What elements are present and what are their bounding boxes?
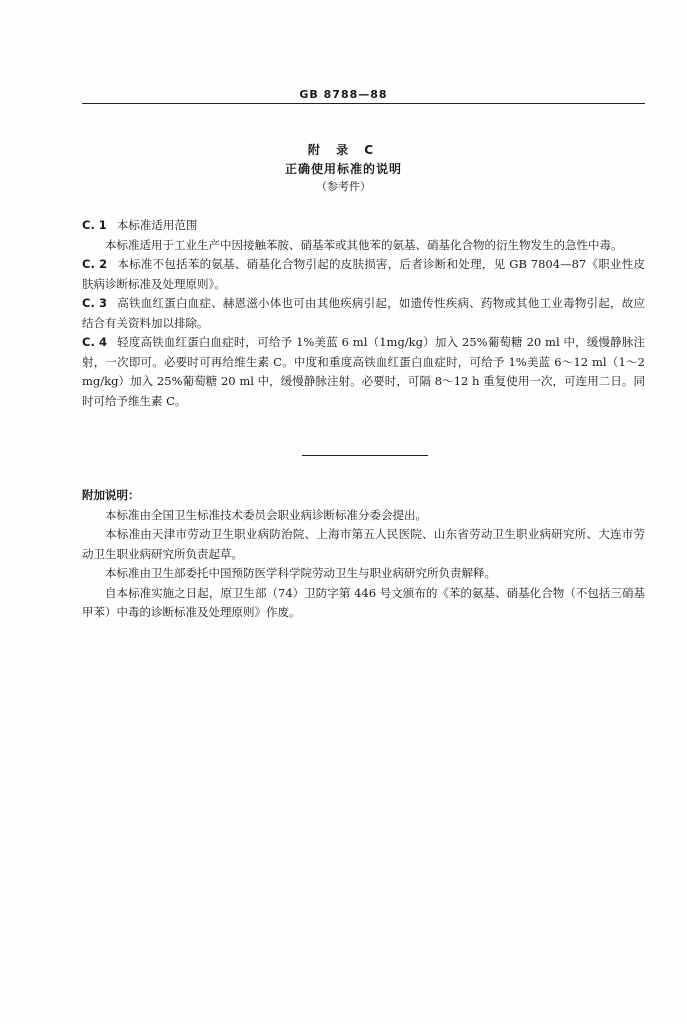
appendix-type: （参考件） <box>316 180 371 193</box>
clause-c1-body <box>82 236 645 256</box>
clause-text: 本标准适用于工业生产中因接触苯胺、硝基苯或其他苯的氨基、硝基化合物的衍生物发生的急性中毒。 <box>105 237 623 252</box>
clause-id: C. 3 <box>82 296 108 310</box>
header-rule <box>82 103 645 104</box>
notes-paragraph: 自本标准实施之日起，原卫生部（74）卫防字第 446 号文颁布的《苯的氨基、硝基化合物（不包括三硝基甲苯）中毒的诊断标准及处理原则》作废。 <box>82 585 645 619</box>
clause-c1 <box>82 216 645 236</box>
clause-c2 <box>82 255 645 294</box>
appendix-title: 正确使用标准的说明 <box>284 162 402 176</box>
clause-id: C. 4 <box>82 335 107 349</box>
section-divider <box>302 455 428 456</box>
clause-text: 高铁血红蛋白血症、赫恩滋小体也可由其他疾病引起，如遗传性疾病、药物或其他工业毒物引起，故应结合有关资料加以排除。 <box>82 296 645 330</box>
clauses-section <box>82 216 645 411</box>
clause-id: C. 1 <box>82 218 107 232</box>
appendix-label: 附 录 C <box>307 143 380 157</box>
notes-paragraph: 本标准由全国卫生标准技术委员会职业病诊断标准分委会提出。 <box>105 507 427 522</box>
clause-c3 <box>82 294 645 333</box>
notes-heading: 附加说明： <box>82 488 140 502</box>
clause-c4 <box>82 333 645 411</box>
additional-notes <box>82 486 645 623</box>
notes-paragraph: 本标准由卫生部委托中国预防医学科学院劳动卫生与职业病研究所负责解释。 <box>105 566 496 580</box>
clause-text: 轻度高铁血红蛋白血症时，可给予 1%美蓝 6 ml（1mg/kg）加入 25%葡萄糖 20 ml 中，缓慢静脉注射，一次即可。必要时可再给维生素 C。中度和重度高铁血红蛋白血症时，可给予 1%美蓝 6～12 ml（1～2 mg/kg）加入 25%葡萄糖 20 ml 中，缓慢静脉注射。必要时，可隔 8～12 h 重复使用一次，可连用二日。同时可给予维生素 C。 <box>82 335 645 408</box>
clause-text: 本标准适用范围 <box>116 218 198 232</box>
notes-paragraph: 本标准由天津市劳动卫生职业病防治院、上海市第五人民医院、山东省劳动卫生职业病研究所、大连市劳动卫生职业病研究所负责起草。 <box>82 527 645 561</box>
clause-text: 本标准不包括苯的氨基、硝基化合物引起的皮肤损害，后者诊断和处理，见 GB 7804—87《职业性皮肤病诊断标准及处理原则》。 <box>82 257 645 291</box>
standard-code-header: GB 8788—88 <box>299 88 388 101</box>
clause-id: C. 2 <box>82 257 108 271</box>
